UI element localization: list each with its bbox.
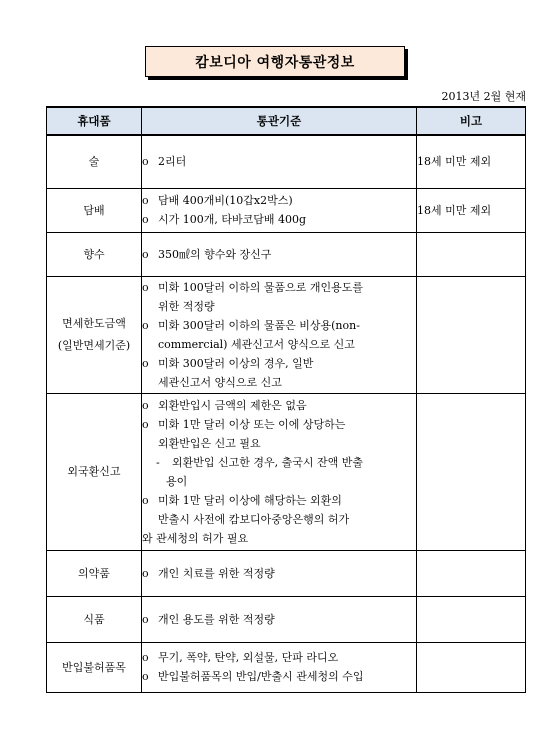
page-title: 캄보디아 여행자통관정보 [145,46,405,77]
bullet-mark: o [142,493,149,507]
header-item: 휴대품 [47,107,142,135]
standard-text: 개인 용도를 위한 적정량 [158,612,275,626]
standard-text: 350㎖의 향수와 장신구 [158,247,272,261]
item-cell [47,188,142,232]
standard-line [142,529,416,548]
table-row [47,642,526,692]
standard-text: 외환반입 신고한 경우, 출국시 잔액 반출 [172,455,363,469]
standard-line [142,610,416,629]
item-cell [47,642,142,692]
standard-cell [142,188,417,232]
item-label: 향수 [83,247,105,261]
standard-cell [142,232,417,276]
bullet-mark: o [142,247,149,261]
table-row [47,276,526,393]
standard-text: 외환반입시 금액의 제한은 없음 [158,398,307,412]
table-header-row [47,107,526,135]
item-label: 식품 [83,612,105,626]
standard-line [142,245,416,264]
note-cell [417,276,526,393]
item-label: 면세한도금액 [62,316,126,330]
note-cell [417,232,526,276]
note-cell: 18세 미만 제외 [417,188,526,232]
standard-cell [142,642,417,692]
standard-line [142,354,416,373]
standard-line [142,297,416,316]
header-standard: 통관기준 [142,107,417,135]
standard-text: 미화 1만 달러 이상에 해당하는 외환의 [158,493,342,507]
standard-text: 용이 [166,474,188,488]
standard-cell [142,135,417,188]
standard-line [142,434,416,453]
standard-line [142,415,416,434]
item-label: 외국환신고 [67,465,121,478]
header-note: 비고 [417,107,526,135]
standard-text: 세관신고서 양식으로 신고 [158,375,282,389]
bullet-mark: o [142,398,149,412]
bullet-mark: o [142,670,149,683]
standard-line [142,335,416,354]
bullet-mark: o [142,155,149,169]
standard-cell [142,393,417,550]
standard-text: 미화 300달러 이상의 경우, 일반 [158,356,314,370]
item-label: 의약품 [78,566,110,580]
bullet-mark: o [142,566,149,580]
bullet-mark: o [142,280,149,294]
bullet-mark: - [156,455,160,469]
standard-line [142,396,416,415]
standard-text: 반입불허품목의 반입/반출시 관세청의 수입 [158,670,364,683]
standard-line [142,667,416,686]
note-cell [417,596,526,642]
item-label: (일반면세기준) [57,338,131,352]
note-cell: 18세 미만 제외 [417,135,526,188]
bullet-mark: o [142,213,149,226]
table-row [47,596,526,642]
standard-text: 2리터 [158,155,187,169]
standard-line [142,373,416,392]
standard-line [142,510,416,529]
standard-text: 담배 400개비(10갑x2박스) [158,194,293,207]
standard-text: 미화 300달러 이하의 물품은 비상용(non- [158,318,360,332]
standard-line [142,491,416,510]
standard-text: 와 관세청의 허가 필요 [142,531,249,545]
standard-line [142,472,416,491]
item-label: 반입불허품목 [62,660,126,674]
standard-cell [142,596,417,642]
item-label: 담배 [83,203,105,217]
standard-text: commercial) 세관신고서 양식으로 신고 [158,337,355,351]
bullet-mark: o [142,356,149,370]
date-label: 2013년 2월 현재 [441,90,526,103]
table-row [47,135,526,188]
item-cell [47,276,142,393]
item-cell [47,135,142,188]
standard-line [142,278,416,297]
bullet-mark: o [142,651,149,664]
item-cell [47,550,142,596]
table-row [47,232,526,276]
standard-text: 외환반입은 신고 필요 [158,436,261,450]
table-row [47,550,526,596]
item-label: 술 [88,155,100,169]
bullet-mark: o [142,612,149,626]
standard-line [142,564,416,583]
item-cell [47,232,142,276]
standard-cell [142,276,417,393]
item-cell [47,393,142,550]
standard-text: 위한 적정량 [158,299,215,313]
item-cell [47,596,142,642]
standard-text: 미화 100달러 이하의 물품으로 개인용도를 [158,280,363,294]
bullet-mark: o [142,194,149,207]
table-row [47,393,526,550]
standard-text: 무기, 폭약, 탄약, 외설물, 단파 라디오 [158,651,339,664]
customs-table [46,106,526,693]
standard-line [142,191,416,210]
bullet-mark: o [142,318,149,332]
standard-line [142,453,416,472]
standard-line [142,316,416,335]
standard-line [142,210,416,229]
standard-text: 미화 1만 달러 이상 또는 이에 상당하는 [158,417,346,431]
standard-text: 시가 100개, 타바코담배 400g [158,213,307,226]
standard-text: 개인 치료를 위한 적정량 [158,566,275,580]
note-cell [417,642,526,692]
standard-text: 반출시 사전에 캄보디아중앙은행의 허가 [158,512,350,526]
bullet-mark: o [142,417,149,431]
standard-line [142,152,416,171]
standard-cell [142,550,417,596]
note-cell [417,550,526,596]
standard-line [142,648,416,667]
note-cell [417,393,526,550]
table-row [47,188,526,232]
